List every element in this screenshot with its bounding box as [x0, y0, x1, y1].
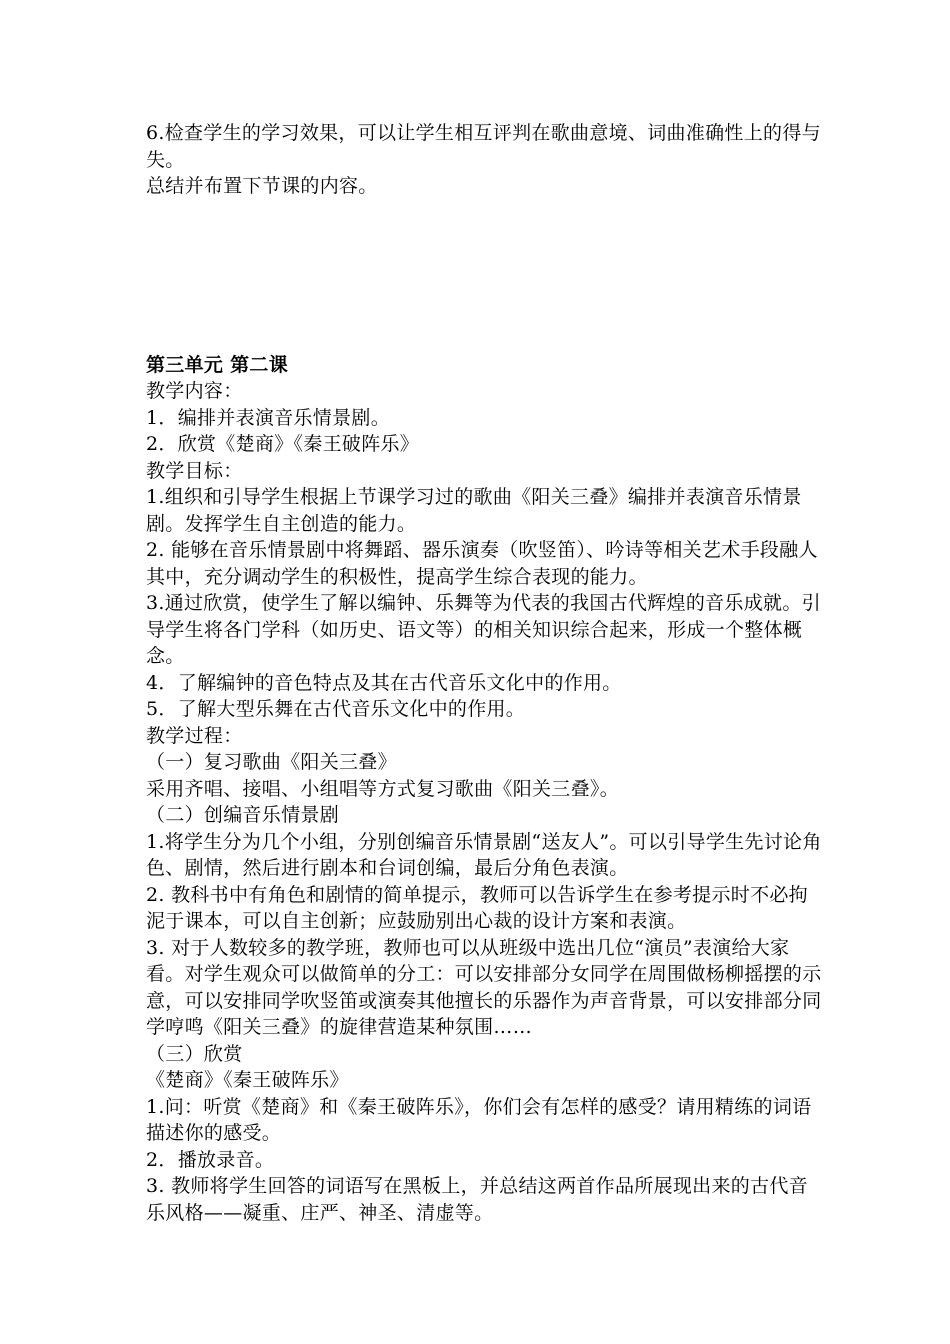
lesson-section [146, 352, 826, 1227]
paragraph: 教学内容： [146, 380, 243, 402]
document-page [146, 120, 826, 1226]
paragraph: 2. 教科书中有角色和剧情的简单提示，教师可以告诉学生在参考提示时不必拘泥于课本，可以自主创新；应鼓励别出心裁的设计方案和表演。 [146, 883, 808, 932]
paragraph: （二）创编音乐情景剧 [146, 804, 340, 826]
paragraph: 3. 教师将学生回答的词语写在黑板上，并总结这两首作品所展现出来的古代音乐风格——凝重、庄严、神圣、清虚等。 [146, 1175, 808, 1224]
paragraph: 6.检查学生的学习效果，可以让学生相互评判在歌曲意境、词曲准确性上的得与失。 [146, 122, 821, 171]
paragraph: 4．了解编钟的音色特点及其在古代音乐文化中的作用。 [146, 671, 622, 694]
paragraph: 5．了解大型乐舞在古代音乐文化中的作用。 [146, 698, 526, 720]
paragraph: 总结并布置下节课的内容。 [146, 175, 378, 197]
paragraph: 1．编排并表演音乐情景剧。 [146, 406, 390, 429]
paragraph: 2．播放录音。 [146, 1148, 275, 1171]
paragraph: 2．欣赏《楚商》《秦王破阵乐》 [146, 433, 420, 455]
paragraph: 《楚商》《秦王破阵乐》 [146, 1069, 349, 1091]
paragraph: 1.将学生分为几个小组，分别创编音乐情景剧“送友人”。可以引导学生先讨论角色、剧情，然后进行剧本和台词创编，最后分角色表演。 [146, 830, 822, 879]
paragraph: 教学过程： [146, 724, 243, 747]
previous-lesson-ending [146, 120, 826, 200]
paragraph: 教学目标： [146, 459, 243, 482]
paragraph: 采用齐唱、接唱、小组唱等方式复习歌曲《阳关三叠》。 [146, 777, 620, 800]
lesson-title: 第三单元 第二课 [146, 353, 289, 376]
paragraph: 1.组织和引导学生根据上节课学习过的歌曲《阳关三叠》编排并表演音乐情景剧。发挥学生自主创造的能力。 [146, 486, 802, 535]
paragraph: 3. 对于人数较多的教学班，教师也可以从班级中选出几位“演员”表演给大家看。对学生观众可以做简单的分工：可以安排部分女同学在周围做杨柳摇摆的示意，可以安排同学吹竖笛或演奏其他擅长的乐器作为声音背景，可以安排部分同学哼鸣《阳关三叠》的旋律营造某种氛围…… [146, 936, 822, 1038]
paragraph: 1.问：听赏《楚商》和《秦王破阵乐》，你们会有怎样的感受？请用精练的词语描述你的感受。 [146, 1095, 812, 1144]
paragraph: 3.通过欣赏，使学生了解以编钟、乐舞等为代表的我国古代辉煌的音乐成就。引导学生将各门学科（如历史、语文等）的相关知识综合起来，形成一个整体概念。 [146, 592, 821, 667]
paragraph: （三）欣赏 [146, 1042, 243, 1065]
paragraph: 2. 能够在音乐情景剧中将舞蹈、器乐演奏（吹竖笛）、吟诗等相关艺术手段融人其中，充分调动学生的积极性，提高学生综合表现的能力。 [146, 539, 818, 588]
paragraph: （一）复习歌曲《阳关三叠》 [146, 751, 397, 773]
